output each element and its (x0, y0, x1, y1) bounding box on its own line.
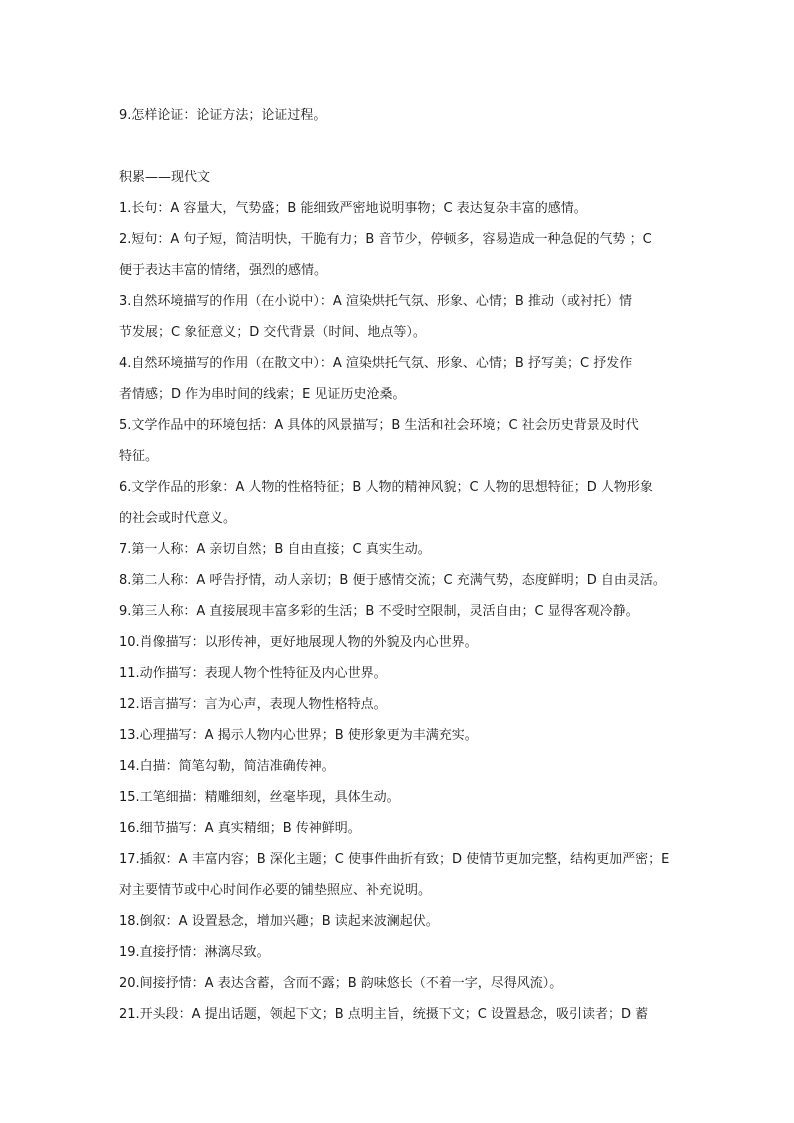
document-page (119, 100, 704, 1030)
text-line: 特征。 (119, 449, 159, 464)
section-title: 积累——现代文 (119, 170, 211, 185)
text-line: 20.间接抒情：A 表达含蓄，含而不露；B 韵味悠长（不着一字，尽得风流）。 (119, 976, 563, 991)
text-line: 对主要情节或中心时间作必要的铺垫照应、补充说明。 (119, 883, 432, 898)
text-line: 8.第二人称：A 呼告抒情，动人亲切；B 便于感情交流；C 充满气势，态度鲜明；D 自由灵活。 (119, 573, 666, 588)
text-line: 者情感；D 作为串时间的线索；E 见证历史沧桑。 (119, 387, 406, 402)
text-line: 19.直接抒情：淋漓尽致。 (119, 945, 270, 960)
text-line: 9.第三人称：A 直接展现丰富多彩的生活；B 不受时空限制，灵活自由；C 显得客观冷静。 (119, 604, 639, 619)
text-line: 10.肖像描写：以形传神，更好地展现人物的外貌及内心世界。 (119, 635, 478, 650)
text-line: 6.文学作品的形象：A 人物的性格特征；B 人物的精神风貌；C 人物的思想特征；D 人物形象 (119, 480, 653, 495)
text-line: 7.第一人称：A 亲切自然；B 自由直接；C 真实生动。 (119, 542, 431, 557)
text-line: 13.心理描写：A 揭示人物内心世界；B 使形象更为丰满充实。 (119, 728, 478, 743)
text-line: 9.怎样论证：论证方法；论证过程。 (119, 108, 327, 123)
text-line: 3.自然环境描写的作用（在小说中）：A 渲染烘托气氛、形象、心情；B 推动（或衬托）情 (119, 294, 632, 309)
text-line: 1.长句：A 容量大，气势盛；B 能细致严密地说明事物；C 表达复杂丰富的感情。 (119, 201, 587, 216)
text-line: 4.自然环境描写的作用（在散文中）：A 渲染烘托气氛、形象、心情；B 抒写美；C 抒发作 (119, 356, 633, 371)
text-line: 节发展；C 象征意义；D 交代背景（时间、地点等）。 (119, 325, 426, 340)
text-line: 2.短句：A 句子短，简洁明快，干脆有力；B 音节少，停顿多，容易造成一种急促的气势 ；C (119, 232, 652, 247)
text-line: 5.文学作品中的环境包括：A 具体的风景描写；B 生活和社会环境；C 社会历史背景及时代 (119, 418, 639, 433)
text-line: 15.工笔细描：精雕细刻，丝毫毕现，具体生动。 (119, 790, 400, 805)
text-line: 21.开头段：A 提出话题，领起下文；B 点明主旨，统摄下文；C 设置悬念，吸引读者；D 蓄 (119, 1007, 649, 1022)
text-line: 便于表达丰富的情绪，强烈的感情。 (119, 263, 328, 278)
text-line: 18.倒叙：A 设置悬念，增加兴趣；B 读起来波澜起伏。 (119, 914, 439, 929)
paragraph-gap (119, 131, 704, 162)
text-line: 17.插叙：A 丰富内容；B 深化主题；C 使事件曲折有致；D 使情节更加完整，结构更加严密；E (119, 852, 670, 867)
text-line: 的社会或时代意义。 (119, 511, 237, 526)
text-line: 14.白描：简笔勾勒，简洁准确传神。 (119, 759, 335, 774)
text-line: 12.语言描写：言为心声，表现人物性格特点。 (119, 697, 387, 712)
text-line: 11.动作描写：表现人物个性特征及内心世界。 (119, 666, 387, 681)
text-line: 16.细节描写：A 真实精细；B 传神鲜明。 (119, 821, 361, 836)
